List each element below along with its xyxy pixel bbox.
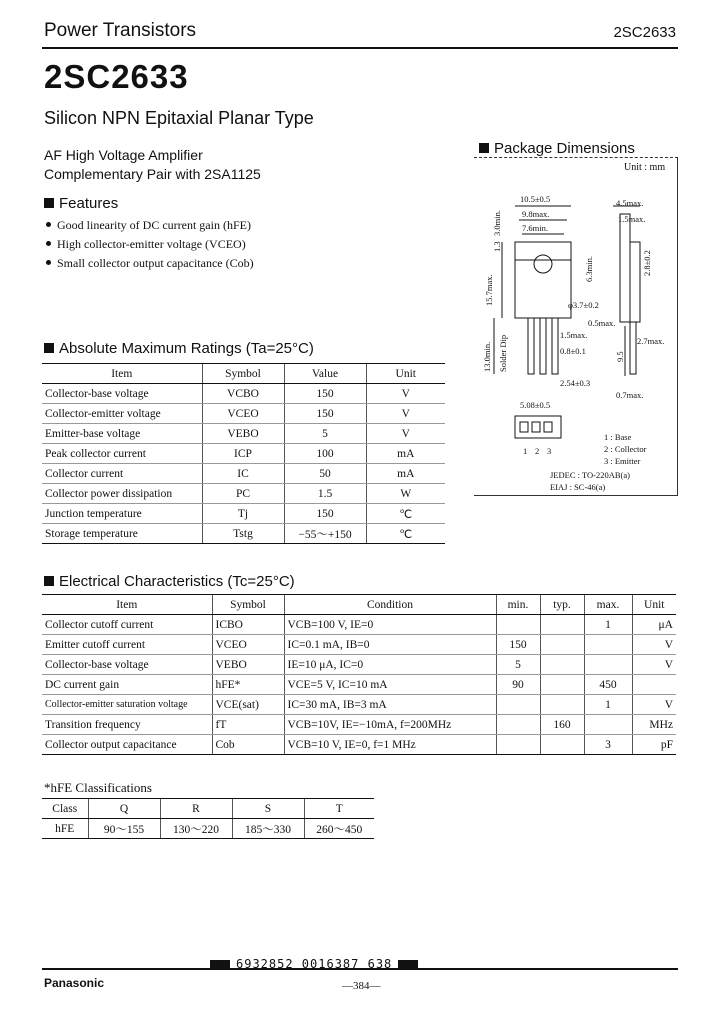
table-cell: 160 (540, 715, 584, 735)
side-body (630, 242, 640, 322)
table-cell: IC=30 mA, IB=3 mA (284, 695, 496, 715)
package-drawing (480, 176, 676, 494)
dim-label: 1.5max. (560, 330, 588, 340)
dim-label: 2.7max. (637, 336, 665, 346)
table-cell (496, 695, 540, 715)
package-unit: Unit : mm (624, 162, 666, 173)
table-cell (540, 635, 584, 655)
table-cell: 5 (496, 655, 540, 675)
square-bullet-icon (44, 198, 54, 208)
dim-label: 1.5max. (618, 214, 646, 224)
standard-eiaj: EIAJ : SC-46(a) (550, 482, 606, 492)
dim-label: 13.0min. (482, 341, 492, 372)
dim-label: 7.6min. (522, 223, 548, 233)
table-cell (540, 735, 584, 755)
table-cell: VCBO (202, 384, 284, 404)
table-cell: 100 (284, 444, 366, 464)
table-cell: 150 (284, 504, 366, 524)
table-row (42, 484, 445, 504)
table-cell: Emitter cutoff current (42, 635, 212, 655)
header-rule (42, 47, 678, 49)
table-cell: 3 (584, 735, 632, 755)
part-title: 2SC2633 (44, 58, 189, 95)
square-bullet-icon (44, 576, 54, 586)
header-part-number: 2SC2633 (613, 24, 676, 41)
table-cell: Tstg (202, 524, 284, 544)
application-line: Complementary Pair with 2SA1125 (44, 166, 261, 182)
mounting-hole (534, 255, 552, 273)
features-heading: Features (44, 195, 118, 212)
pin-number: 2 (535, 446, 540, 456)
table-cell: VCEO (212, 635, 284, 655)
brand-name: Panasonic (44, 976, 105, 990)
application-line: AF High Voltage Amplifier (44, 147, 203, 163)
table-header-row: Item Symbol Value Unit (42, 364, 445, 384)
dim-label: 5.08±0.5 (520, 400, 551, 410)
table-cell: VCE(sat) (212, 695, 284, 715)
table-cell: VCB=10V, IE=−10mA, f=200MHz (284, 715, 496, 735)
table-row (42, 715, 676, 735)
pin-number: 3 (547, 446, 552, 456)
table-cell: DC current gain (42, 675, 212, 695)
table-cell: 150 (496, 635, 540, 655)
table-row (42, 695, 676, 715)
page-number: —384— (342, 980, 381, 992)
table-row (42, 655, 676, 675)
table-row: hFE 90～155 130～220 185～330 260～450 (42, 819, 374, 839)
pin-legend: 1 : Base (604, 432, 632, 442)
table-cell: VCEO (202, 404, 284, 424)
pin-footprint (515, 416, 561, 438)
table-cell: 1 (584, 615, 632, 635)
table-header-row: Item Symbol Condition min. typ. max. Unit (42, 595, 676, 615)
table-cell: Tj (202, 504, 284, 524)
table-cell: IC (202, 464, 284, 484)
table-cell: ICBO (212, 615, 284, 635)
table-cell (540, 615, 584, 635)
table-cell: Collector output capacitance (42, 735, 212, 755)
electrical-table (42, 594, 676, 755)
table-cell: 5 (284, 424, 366, 444)
table-cell: Transition frequency (42, 715, 212, 735)
table-row (42, 524, 445, 544)
table-cell: V (632, 655, 676, 675)
package-tab (515, 242, 571, 260)
table-cell: VEBO (212, 655, 284, 675)
table-cell: 150 (284, 404, 366, 424)
side-lead (630, 322, 636, 374)
document-category: Power Transistors (44, 20, 197, 41)
table-cell (540, 675, 584, 695)
dim-label: 1.3 (492, 241, 502, 252)
footer-rule (42, 968, 678, 970)
table-cell: ℃ (366, 504, 445, 524)
table-cell: ℃ (366, 524, 445, 544)
table-cell (496, 715, 540, 735)
dim-label: 0.7max. (616, 390, 644, 400)
table-cell: 1 (584, 695, 632, 715)
hfe-class-heading: *hFE Classifications (44, 780, 152, 795)
table-cell: PC (202, 484, 284, 504)
dim-label: 0.8±0.1 (560, 346, 586, 356)
lead-3 (552, 318, 558, 374)
dim-label: 2.8±0.2 (642, 250, 652, 276)
standard-jedec: JEDEC : TO-220AB(a) (550, 470, 630, 480)
table-cell: Collector-emitter voltage (42, 404, 202, 424)
table-cell: Collector current (42, 464, 202, 484)
table-cell: IE=10 μA, IC=0 (284, 655, 496, 675)
table-row (42, 635, 676, 655)
dim-label: 4.5max. (616, 198, 644, 208)
table-cell: Emitter-base voltage (42, 424, 202, 444)
pin-legend: 3 : Emitter (604, 456, 641, 466)
table-cell (540, 655, 584, 675)
table-cell: Collector power dissipation (42, 484, 202, 504)
table-cell: VCB=100 V, IE=0 (284, 615, 496, 635)
table-row (42, 404, 445, 424)
table-cell: 450 (584, 675, 632, 695)
dim-label: 3.0min. (492, 210, 502, 236)
table-cell: IC=0.1 mA, IB=0 (284, 635, 496, 655)
table-row (42, 384, 445, 404)
table-cell: VCB=10 V, IE=0, f=1 MHz (284, 735, 496, 755)
table-row (42, 735, 676, 755)
dim-label: 0.5max. (588, 318, 616, 328)
table-cell: Collector-base voltage (42, 655, 212, 675)
table-row (42, 424, 445, 444)
table-cell: Cob (212, 735, 284, 755)
side-tab (620, 214, 630, 322)
table-cell: mA (366, 444, 445, 464)
table-cell: V (366, 404, 445, 424)
table-row (42, 444, 445, 464)
square-bullet-icon (44, 343, 54, 353)
table-row (42, 464, 445, 484)
package-body (515, 260, 571, 318)
table-cell (584, 655, 632, 675)
package-heading: Package Dimensions (479, 140, 635, 157)
table-cell: 50 (284, 464, 366, 484)
table-cell: V (632, 635, 676, 655)
table-row (42, 504, 445, 524)
dim-label: 6.3min. (584, 256, 594, 282)
table-cell: mA (366, 464, 445, 484)
table-cell: Collector-base voltage (42, 384, 202, 404)
pin-legend: 2 : Collector (604, 444, 647, 454)
bullet-icon (46, 222, 51, 227)
table-cell: −55～+150 (284, 524, 366, 544)
feature-item: High collector-emitter voltage (VCEO) (44, 235, 254, 254)
barcode-text: 6932852 0016387 638 (236, 957, 393, 971)
table-row (42, 615, 676, 635)
table-row (42, 675, 676, 695)
table-cell (540, 695, 584, 715)
bullet-icon (46, 241, 51, 246)
lead-2 (540, 318, 546, 374)
dim-label: 10.5±0.5 (520, 194, 551, 204)
lead-1 (528, 318, 534, 374)
table-cell: V (366, 384, 445, 404)
table-cell: pF (632, 735, 676, 755)
table-cell (632, 675, 676, 695)
hfe-class-table (42, 798, 374, 839)
table-cell: μA (632, 615, 676, 635)
table-cell: ICP (202, 444, 284, 464)
table-cell: 1.5 (284, 484, 366, 504)
table-cell (584, 715, 632, 735)
table-cell: W (366, 484, 445, 504)
dim-label: Solder Dip (498, 334, 508, 372)
features-list (44, 216, 254, 273)
ratings-table (42, 363, 445, 544)
dim-label: 9.8max. (522, 209, 550, 219)
feature-item: Good linearity of DC current gain (hFE) (44, 216, 254, 235)
table-cell: VCE=5 V, IC=10 mA (284, 675, 496, 695)
table-cell: 150 (284, 384, 366, 404)
dim-label: 9.5 (615, 351, 625, 362)
table-cell: hFE* (212, 675, 284, 695)
dim-label: 15.7max. (484, 274, 494, 306)
square-bullet-icon (479, 143, 489, 153)
table-row: Class Q R S T (42, 799, 374, 819)
table-cell: Collector cutoff current (42, 615, 212, 635)
part-subtitle: Silicon NPN Epitaxial Planar Type (44, 108, 314, 128)
table-cell (584, 635, 632, 655)
table-cell: Junction temperature (42, 504, 202, 524)
table-cell (496, 615, 540, 635)
table-cell: fT (212, 715, 284, 735)
pin-number: 1 (523, 446, 528, 456)
feature-item: Small collector output capacitance (Cob) (44, 254, 254, 273)
table-cell: V (366, 424, 445, 444)
table-cell: MHz (632, 715, 676, 735)
table-cell: V (632, 695, 676, 715)
table-cell: 90 (496, 675, 540, 695)
electrical-heading: Electrical Characteristics (Tc=25°C) (44, 573, 295, 590)
dim-label: φ3.7±0.2 (568, 300, 599, 310)
table-cell: VEBO (202, 424, 284, 444)
bullet-icon (46, 260, 51, 265)
table-cell: Collector-emitter saturation voltage (42, 695, 212, 715)
applications (44, 146, 261, 184)
ratings-heading: Absolute Maximum Ratings (Ta=25°C) (44, 340, 314, 357)
dim-label: 2.54±0.3 (560, 378, 591, 388)
table-cell (496, 735, 540, 755)
table-cell: Peak collector current (42, 444, 202, 464)
table-cell: Storage temperature (42, 524, 202, 544)
